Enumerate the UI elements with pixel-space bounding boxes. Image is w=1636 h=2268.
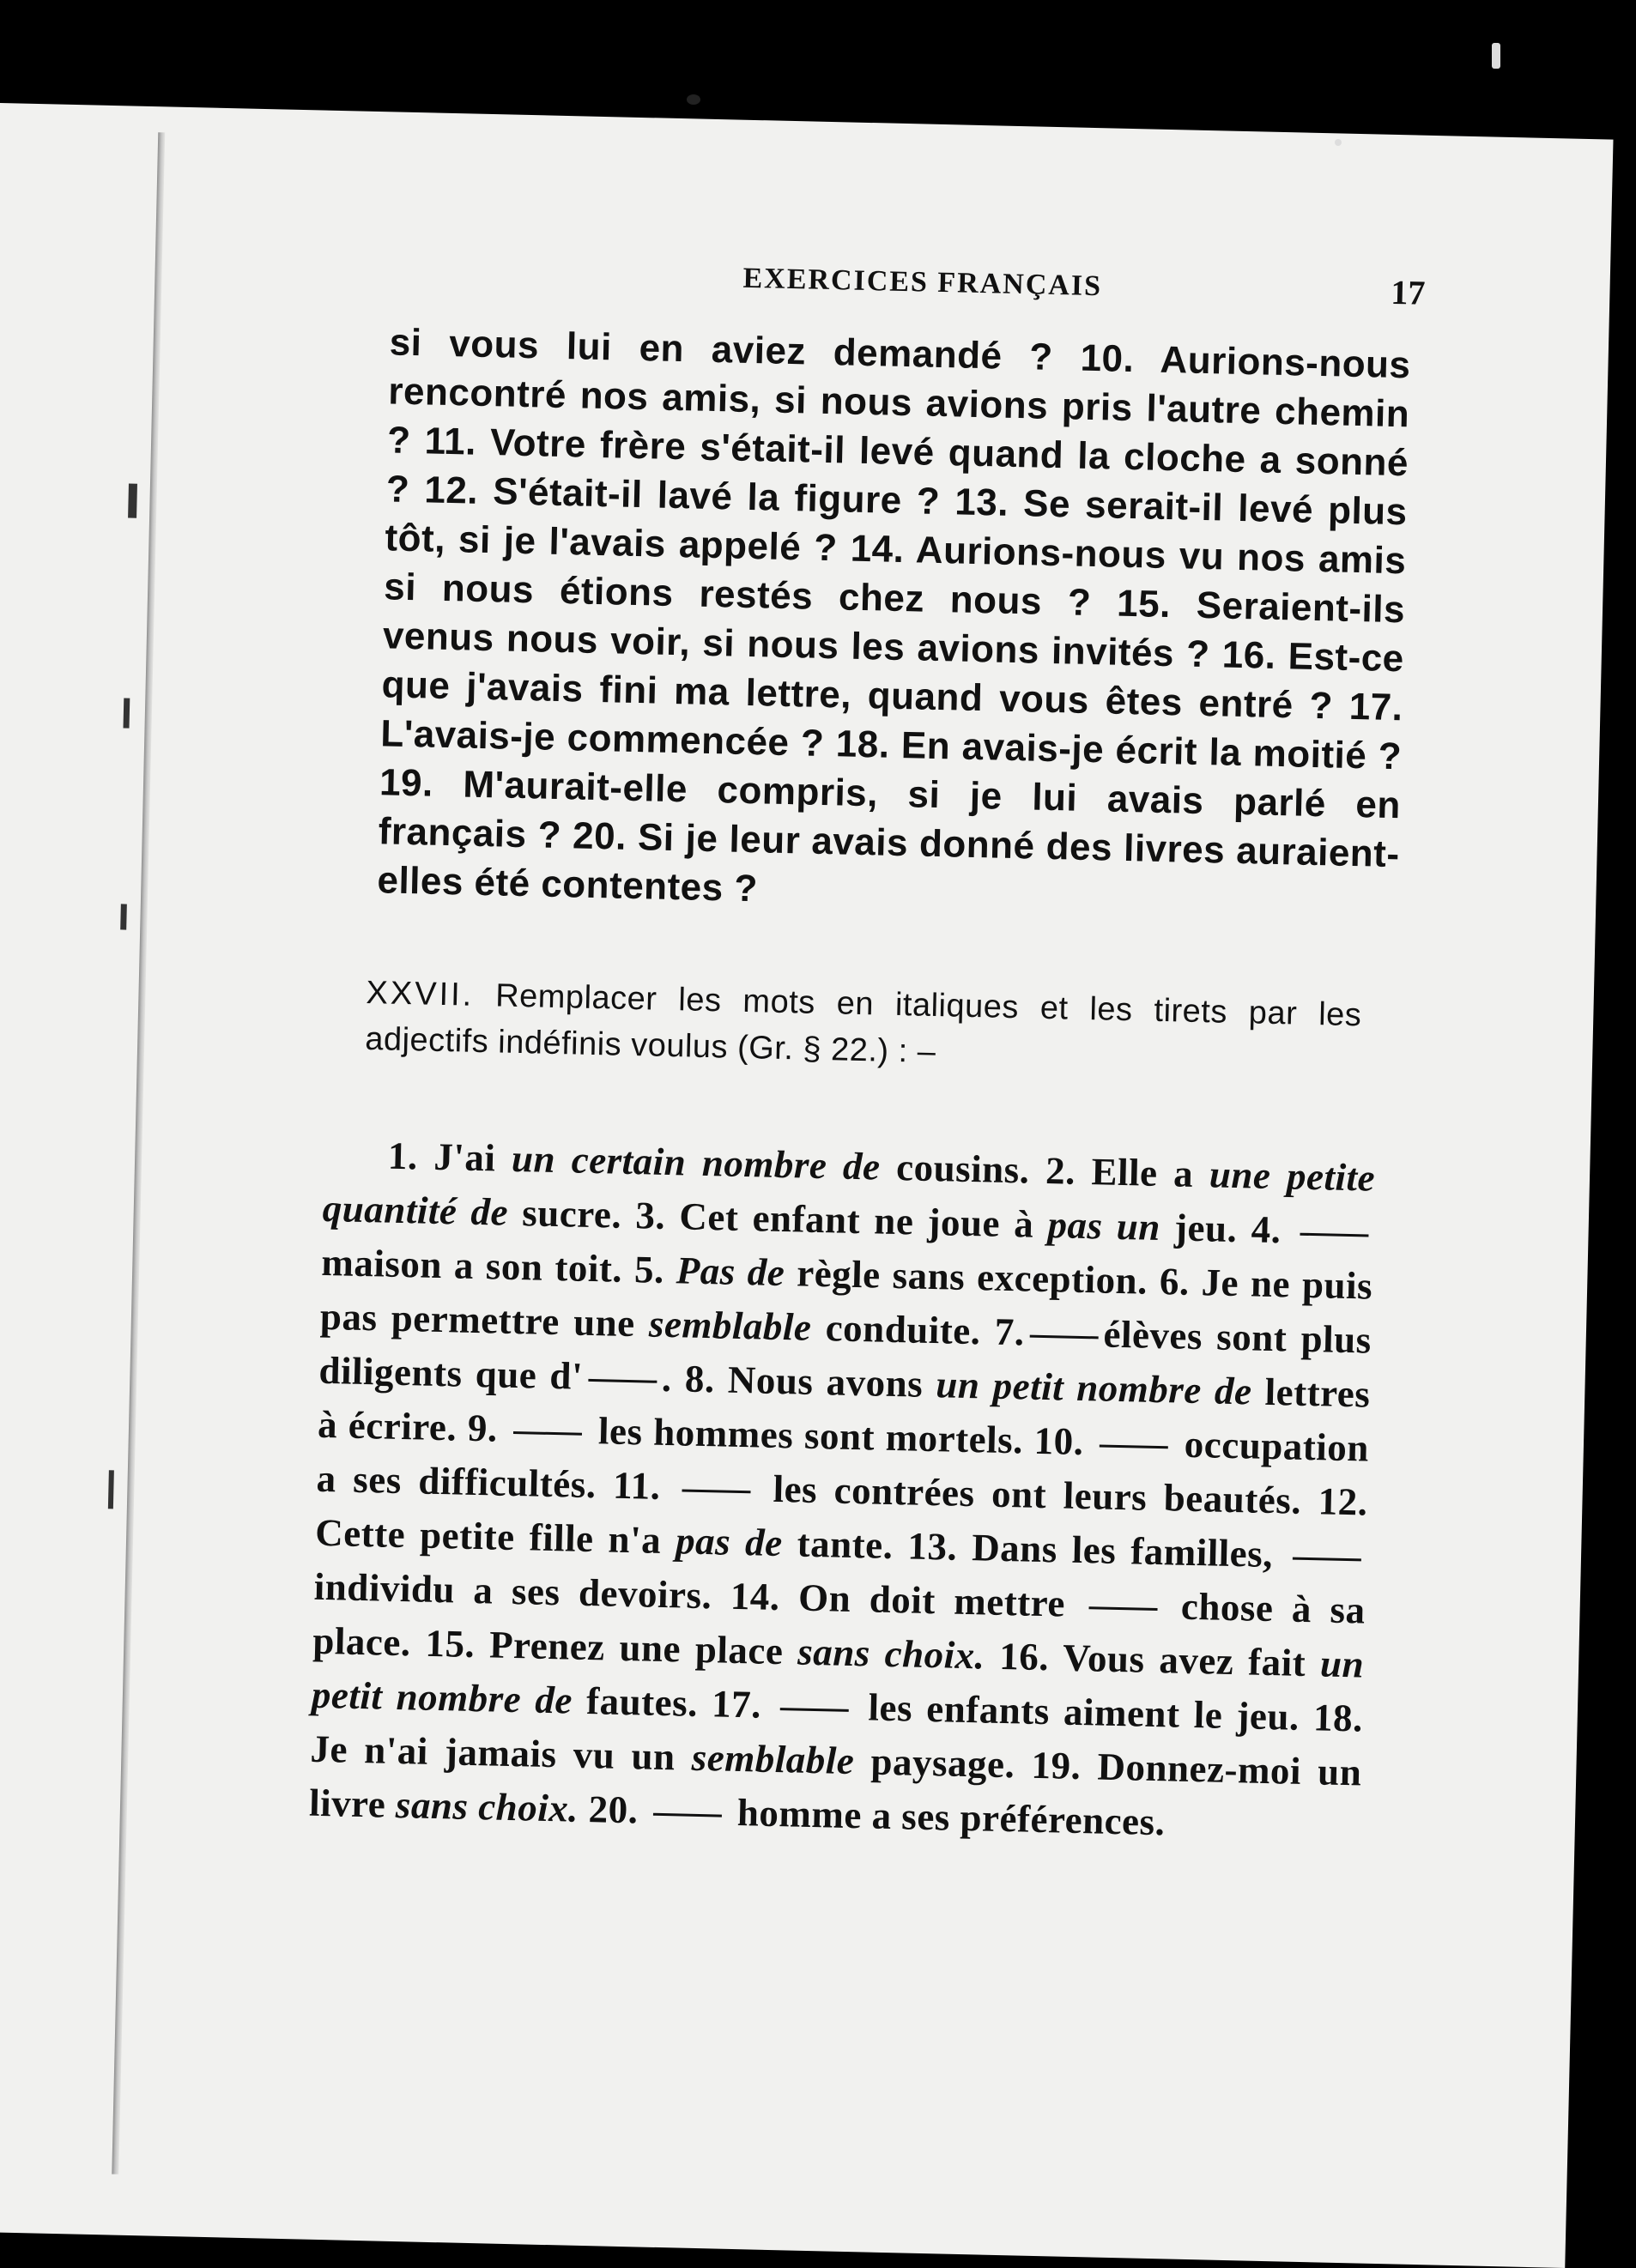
sentence-text: Cette petite fille n'a bbox=[314, 1510, 662, 1562]
running-head: EXERCICES FRANÇAIS bbox=[742, 262, 1103, 303]
italic-phrase: une petite quantité de bbox=[322, 1152, 1376, 1234]
italic-phrase: sans choix. bbox=[395, 1782, 579, 1830]
sentence-text: Dans les familles, bbox=[971, 1526, 1274, 1576]
sentence-text: les enfants aiment le jeu. bbox=[867, 1685, 1300, 1739]
sentence-number: 13. bbox=[906, 1524, 958, 1569]
italic-phrase: pas un bbox=[1047, 1203, 1161, 1249]
sentence-text: . bbox=[661, 1356, 673, 1400]
sentence-text: les contrées ont leurs beautés. bbox=[773, 1467, 1302, 1522]
sentence-number: 9. bbox=[467, 1406, 499, 1450]
scan-speck bbox=[687, 94, 700, 105]
gutter-mark bbox=[124, 698, 130, 728]
italic-phrase: un petit nombre de bbox=[311, 1642, 1365, 1722]
page-header bbox=[0, 240, 1610, 329]
sentence-text: tante. bbox=[797, 1521, 894, 1568]
page-number: 17 bbox=[1390, 272, 1426, 312]
blank-dash bbox=[682, 1490, 751, 1494]
sentence-text: Donnez-moi un livre bbox=[308, 1745, 1362, 1826]
sentence-number: 6. bbox=[1159, 1260, 1191, 1303]
italic-phrase: sans choix. bbox=[797, 1630, 986, 1678]
sentence-number: 7. bbox=[994, 1309, 1026, 1354]
sentence-number: 19. bbox=[1031, 1743, 1082, 1788]
gutter-mark bbox=[120, 904, 127, 929]
sentence-text: Nous avons bbox=[727, 1358, 924, 1406]
sentence-number: 16. bbox=[998, 1634, 1050, 1679]
sentence-text: individu a ses devoirs. bbox=[313, 1564, 712, 1618]
page-gutter bbox=[112, 132, 165, 2174]
italic-phrase: un certain nombre de bbox=[511, 1136, 882, 1188]
sentence-number: 14. bbox=[730, 1574, 781, 1619]
blank-dash bbox=[1088, 1606, 1157, 1611]
sentence-text: J'ai bbox=[433, 1134, 496, 1180]
sentence-number: 18. bbox=[1312, 1696, 1364, 1740]
blank-dash bbox=[1100, 1445, 1168, 1449]
scan-speck bbox=[1335, 139, 1342, 146]
sentence-text: Vous avez fait bbox=[1062, 1636, 1306, 1684]
italic-phrase: semblable bbox=[648, 1302, 813, 1349]
blank-dash bbox=[653, 1813, 722, 1817]
blank-dash bbox=[1300, 1233, 1369, 1237]
sentence-text: élèves sont plus diligents que d' bbox=[318, 1312, 1372, 1398]
sentence-number: 17. bbox=[711, 1682, 762, 1727]
sentence-number: 10. bbox=[1033, 1418, 1084, 1464]
sentence-text: règle sans exception. bbox=[796, 1251, 1148, 1303]
sentence-number: 4. bbox=[1251, 1207, 1282, 1252]
italic-phrase: Pas de bbox=[676, 1249, 785, 1295]
sentence-number: 3. bbox=[634, 1194, 666, 1237]
gutter-mark bbox=[108, 1470, 114, 1509]
sentence-number: 5. bbox=[633, 1248, 665, 1291]
exercise-instruction-text: Remplacer les mots en italiques et les tirets par les adjectifs indéfinis voulus (Gr. § 22.) : – bbox=[364, 977, 1362, 1071]
exercise-continuation-paragraph: si vous lui en aviez demandé ? 10. Aurions-nous rencontré nos amis, si nous avions pris l'autre chemin ? 11. Votre frère s'était-il levé quand la cloche a sonné ? 12. S'était-il lavé la figure ? 13. Se serait-il levé plus tôt, si je l'avais appelé ? 14. Aurions-nous vu nos amis si nous étions restés chez nous ? 15. Seraient-ils venus nous voir, si nous les avions invités ? 16. Est-ce que j'avais fini ma lettre, quand vous êtes entré ? 17. L'avais-je commencée ? 18. En avais-je écrit la moitié ? 19. M'aurait-elle compris, si je lui avais parlé en français ? 20. Si je leur avais donné des livres auraient-elles été contentes ? bbox=[377, 321, 1412, 910]
blank-dash bbox=[780, 1708, 849, 1712]
sentence-number: 11. bbox=[612, 1463, 662, 1508]
italic-phrase: semblable bbox=[691, 1735, 855, 1783]
blank-dash bbox=[1293, 1557, 1361, 1562]
sentence-text: Je n'ai jamais vu un bbox=[310, 1727, 676, 1779]
sentence-number: 15. bbox=[424, 1621, 476, 1666]
sentence-text: sucre. bbox=[521, 1191, 622, 1237]
sentence-text: homme a ses préférences. bbox=[736, 1791, 1166, 1844]
gutter-mark bbox=[128, 484, 137, 518]
sentence-number: 1. bbox=[387, 1134, 419, 1178]
blank-dash bbox=[1029, 1335, 1098, 1340]
exercise-number: XXVII. bbox=[366, 974, 475, 1013]
scan-speck bbox=[1492, 43, 1500, 69]
sentence-text: paysage. bbox=[870, 1739, 1015, 1787]
sentence-text: fautes. bbox=[585, 1678, 699, 1725]
sentence-text: Elle a bbox=[1091, 1150, 1194, 1195]
sentence-text: les hommes sont mortels. bbox=[597, 1409, 1024, 1462]
sentence-text: lettres à écrire. bbox=[317, 1370, 1371, 1449]
sentence-text: conduite. bbox=[825, 1306, 982, 1353]
sentence-text: jeu. bbox=[1173, 1206, 1238, 1251]
blank-dash bbox=[588, 1379, 657, 1383]
sentence-number: 2. bbox=[1045, 1148, 1076, 1193]
sentence-text: cousins. bbox=[895, 1146, 1031, 1192]
book-page bbox=[0, 103, 1614, 2268]
sentence-text: occupation a ses difficultés. bbox=[316, 1422, 1370, 1507]
sentence-text: maison a son toit. bbox=[320, 1240, 623, 1291]
sentence-text: chose à sa place. bbox=[312, 1584, 1366, 1665]
italic-phrase: un petit nombre de bbox=[935, 1363, 1253, 1413]
sentence-number: 12. bbox=[1318, 1479, 1368, 1524]
exercise-instruction bbox=[365, 970, 1362, 1085]
sentence-number: 20. bbox=[588, 1787, 639, 1832]
sentence-text: On doit mettre bbox=[797, 1576, 1066, 1625]
sentence-text: Prenez une place bbox=[488, 1623, 785, 1673]
sentence-text: Je ne puis pas permettre une bbox=[319, 1261, 1373, 1346]
sentence-number: 8. bbox=[684, 1357, 716, 1401]
sentence-text: Cet enfant ne joue à bbox=[678, 1194, 1034, 1246]
blank-dash bbox=[513, 1431, 582, 1436]
exercise-sentences bbox=[308, 1128, 1375, 1854]
italic-phrase: pas de bbox=[675, 1519, 784, 1565]
